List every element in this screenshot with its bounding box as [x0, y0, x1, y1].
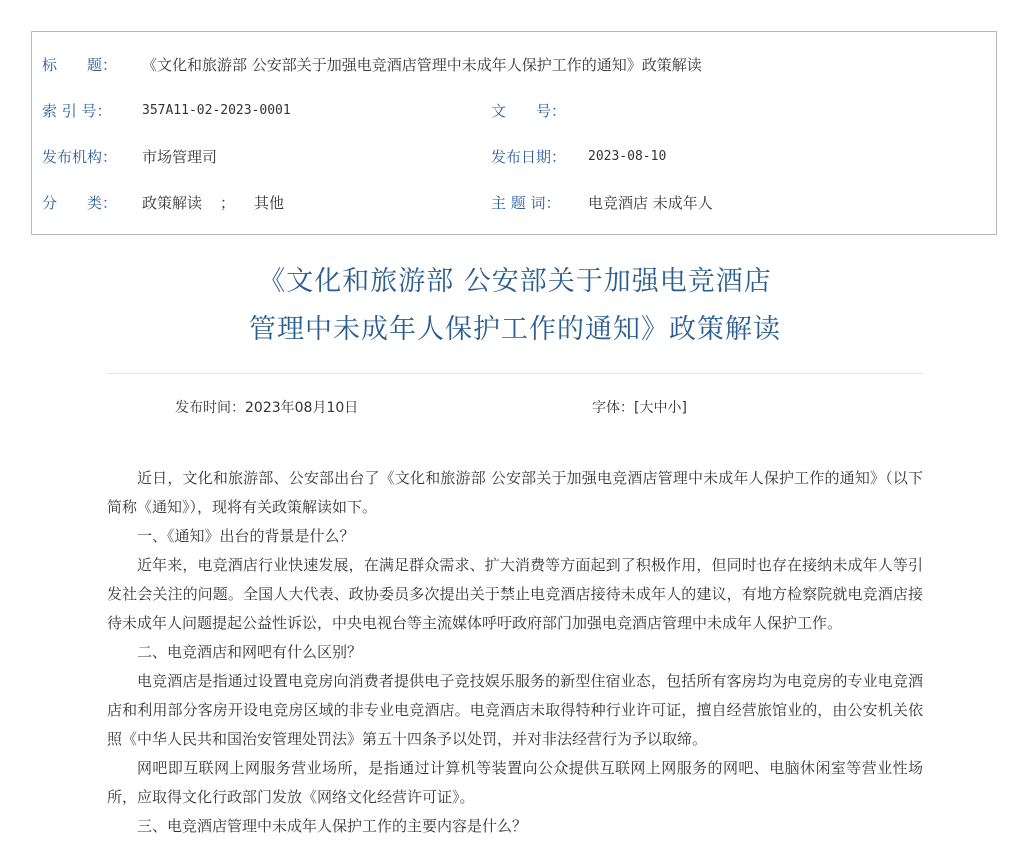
- article-heading-3: 三、电竞酒店管理中未成年人保护工作的主要内容是什么？: [137, 817, 528, 835]
- publish-time: [175, 396, 358, 420]
- article-heading-2: 二、电竞酒店和网吧有什么区别？: [137, 643, 363, 661]
- font-size-label: 字体：: [592, 400, 634, 416]
- publish-time-label: 发布时间：: [175, 400, 245, 416]
- publish-time-value: 2023年08月10日: [245, 400, 359, 416]
- date-value: 2023-08-10: [588, 149, 667, 164]
- font-large-link[interactable]: 大: [639, 400, 654, 416]
- article-paragraph-internet-cafe: 网吧即互联网上网服务营业场所，是指通过计算机等装置向公众提供互联网上网服务的网吧、电脑休闲室等营业性场所，应取得文化行政部门发放《网络文化经营许可证》。: [107, 759, 923, 806]
- document-metadata-box: [31, 31, 997, 235]
- font-small-link[interactable]: 小: [667, 400, 682, 416]
- font-bracket-close: ]: [681, 400, 687, 416]
- font-medium-link[interactable]: 中: [653, 400, 668, 416]
- docno-label: 文 号：: [491, 102, 567, 120]
- index-label: 索 引 号：: [42, 102, 112, 120]
- category-separator: ；: [220, 194, 236, 212]
- article-body: [107, 464, 923, 841]
- issuer-label: 发布机构：: [42, 148, 118, 166]
- date-label: 发布日期：: [491, 148, 567, 166]
- category-value-secondary: 其他: [254, 194, 285, 212]
- article-heading-1: 一、《通知》出台的背景是什么？: [137, 527, 355, 545]
- article-title: [0, 258, 1030, 354]
- article-paragraph-intro: 近日，文化和旅游部、公安部出台了《文化和旅游部 公安部关于加强电竞酒店管理中未成年人保护工作的通知》（以下简称《通知》），现将有关政策解读如下。: [107, 469, 923, 516]
- title-value: 《文化和旅游部 公安部关于加强电竞酒店管理中未成年人保护工作的通知》政策解读: [142, 56, 702, 74]
- category-label: 分 类：: [42, 194, 118, 212]
- issuer-value: 市场管理司: [142, 148, 218, 166]
- title-label: 标 题：: [42, 56, 118, 74]
- article-paragraph-background: 近年来，电竞酒店行业快速发展，在满足群众需求、扩大消费等方面起到了积极作用，但同时也存在接纳未成年人等引发社会关注的问题。全国人大代表、政协委员多次提出关于禁止电竞酒店接待未成年人的建议，有地方检察院就电竞酒店接待未成年人问题提起公益性诉讼，中央电视台等主流媒体呼吁政府部门加强电竞酒店管理中未成年人保护工作。: [107, 556, 923, 632]
- topic-label: 主 题 词：: [491, 194, 561, 212]
- font-size-switcher: [592, 396, 687, 420]
- index-value: 357A11-02-2023-0001: [142, 103, 291, 118]
- font-bracket-open: [: [634, 400, 640, 416]
- article-title-line-1: 《文化和旅游部 公安部关于加强电竞酒店: [258, 266, 772, 297]
- article-title-line-2: 管理中未成年人保护工作的通知》政策解读: [249, 314, 781, 345]
- category-value-primary: 政策解读: [142, 194, 203, 212]
- title-divider: [107, 373, 923, 374]
- topic-value: 电竞酒店 未成年人: [588, 194, 713, 212]
- article-paragraph-esports-hotel: 电竞酒店是指通过设置电竞房向消费者提供电子竞技娱乐服务的新型住宿业态，包括所有客房均为电竞房的专业电竞酒店和利用部分客房开设电竞房区域的非专业电竞酒店。电竞酒店未取得特种行业许可证，擅自经营旅馆业的，由公安机关依照《中华人民共和国治安管理处罚法》第五十四条予以处罚，并对非法经营行为予以取缔。: [107, 672, 923, 748]
